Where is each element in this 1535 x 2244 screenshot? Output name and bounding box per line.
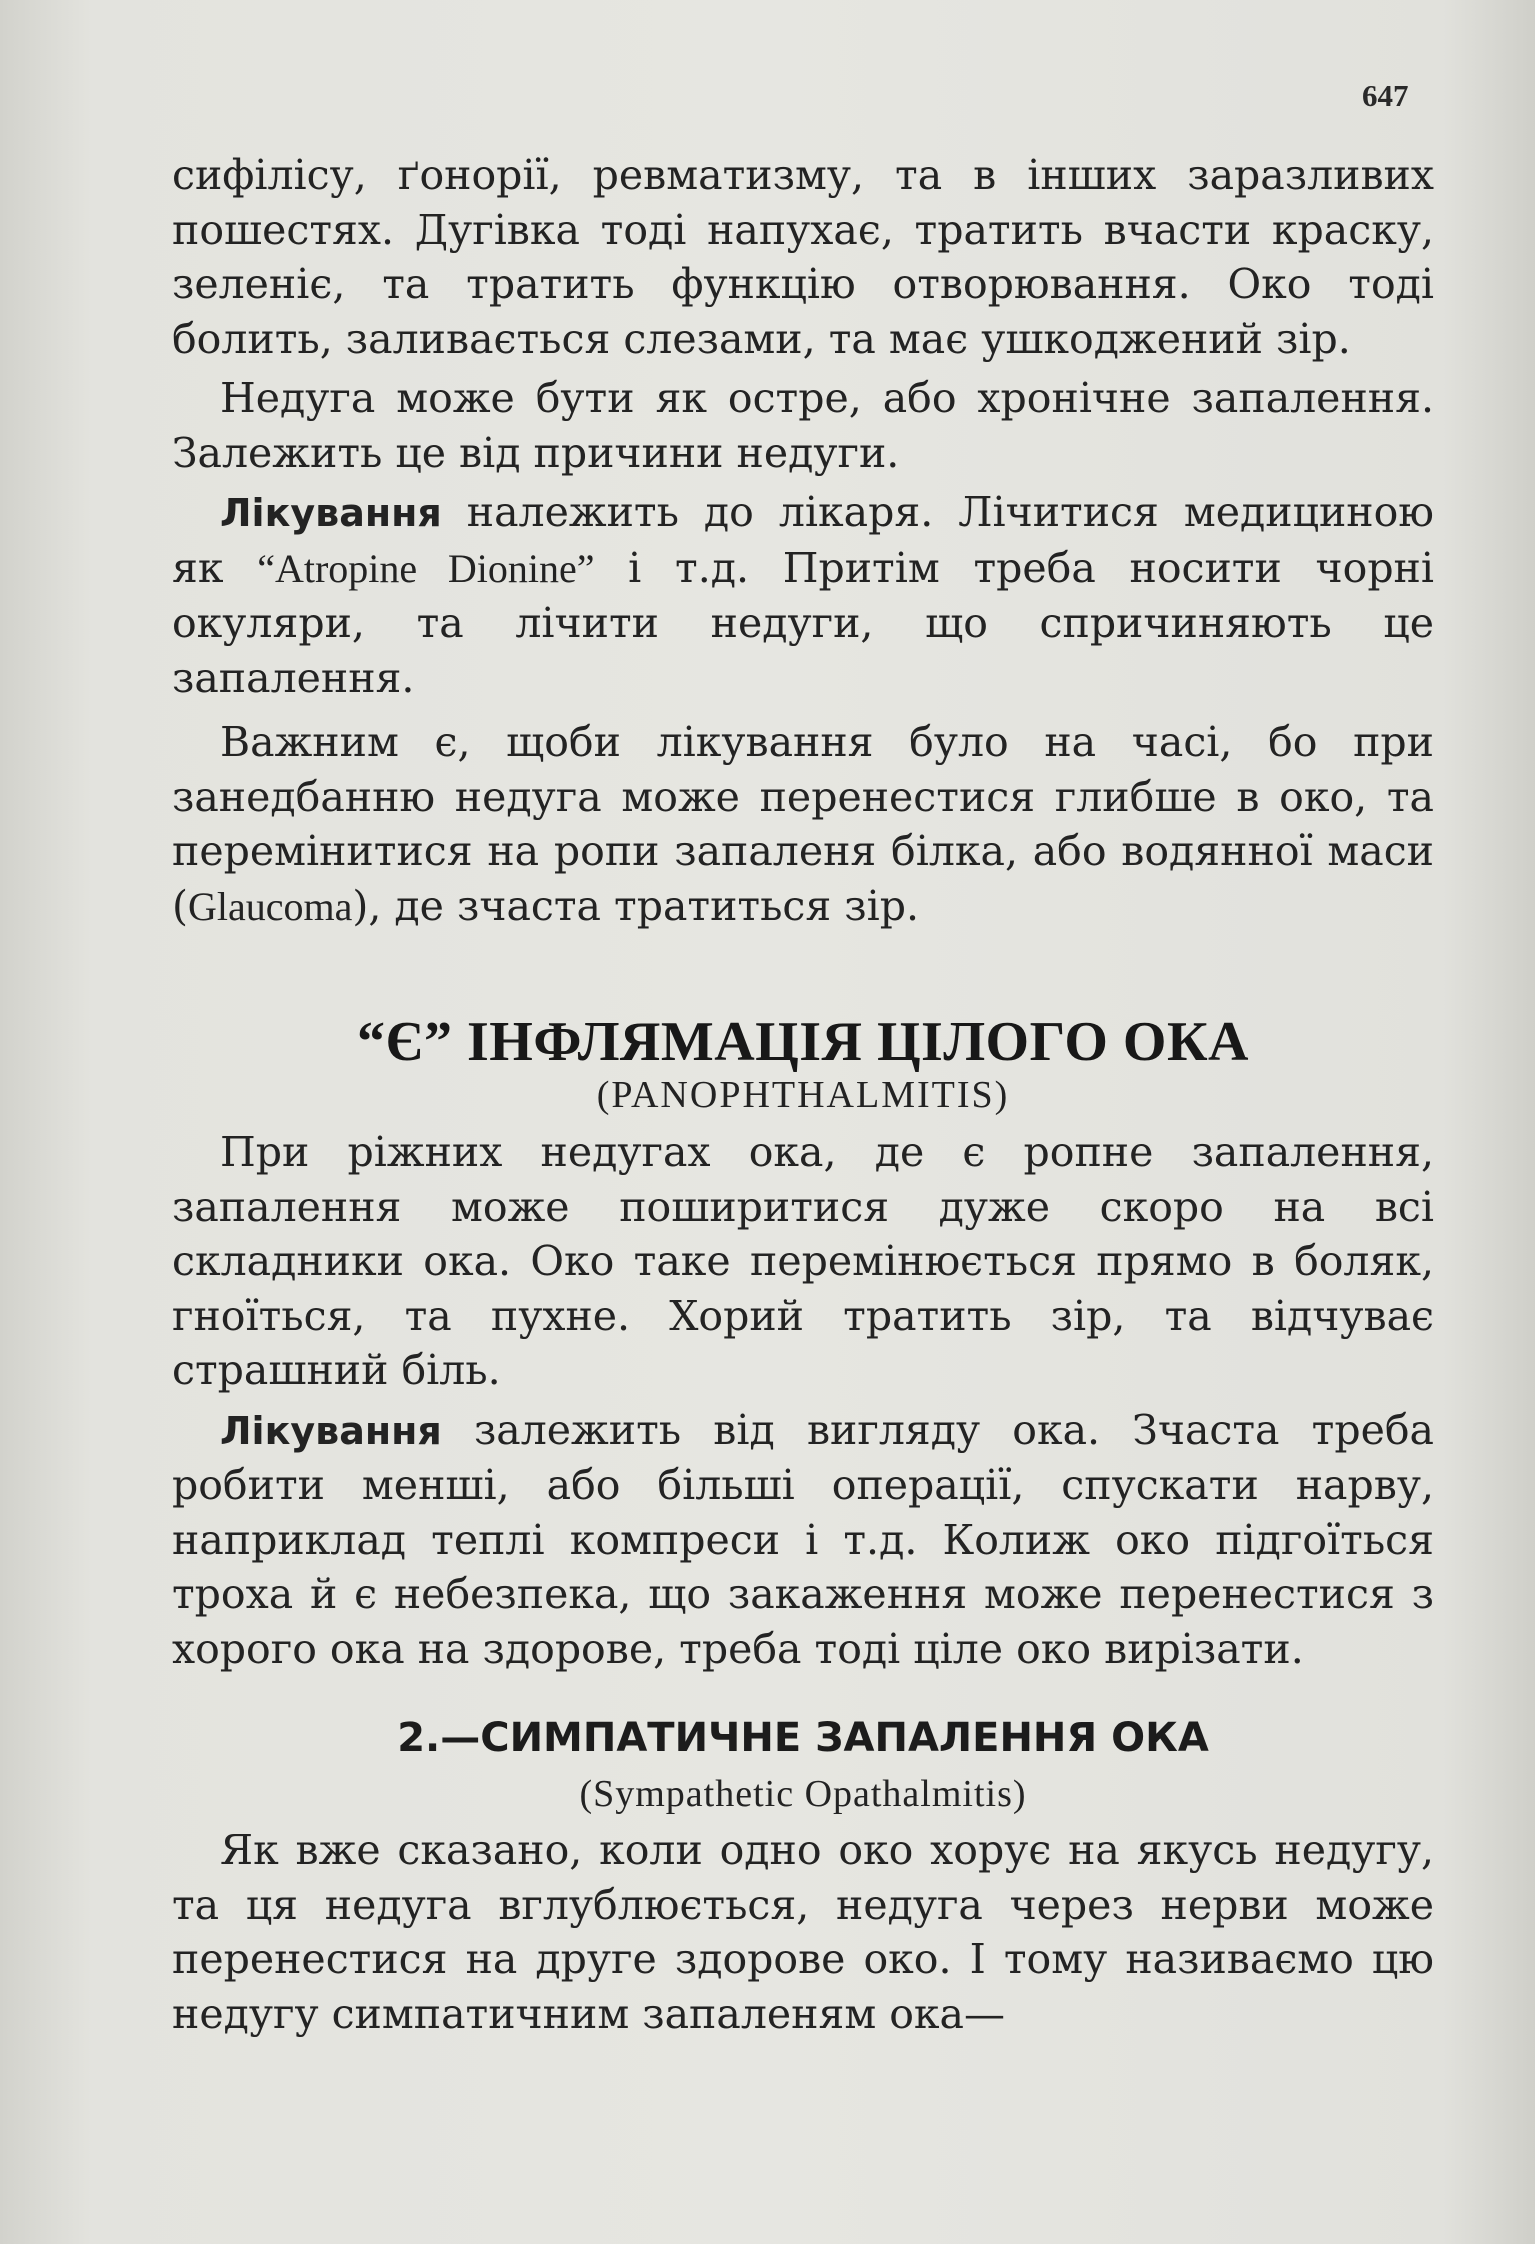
section-title: “Є” ІНФЛЯМАЦІЯ ЦІЛОГО ОКА — [356, 1011, 1249, 1073]
paragraph-text: Недуга може бути як остре, або хронічне запалення. Залежить це від причини недуги. — [172, 374, 1434, 477]
paragraph-text: Як вже сказано, коли одно око хорує на якусь недугу, та ця недуга вглублюється, недуга через нерви може перенестися на друге здорове око. І тому називаємо цю недугу симпатичним запаленям ока— — [172, 1826, 1434, 2038]
paragraph — [172, 148, 1434, 366]
latin-term: “Atropine Dionine” — [257, 545, 595, 591]
paragraph — [172, 371, 1434, 480]
paragraph-text: ), де зчаста тратиться зір. — [352, 881, 920, 930]
paragraph-text: При ріжних недугах ока, де є ропне запалення, запалення може поширитися дуже скоро на всі складники ока. Око таке перемінюється прямо в боляк, гноїться, та пухне. Хорий тратить зір, та відчуває страшний біль. — [172, 1128, 1434, 1394]
paragraph-text: належить до лікаря. Лічитися медициною як — [172, 488, 1434, 592]
treatment-label: Лікування — [220, 1408, 442, 1453]
paragraph-text: залежить від вигляду ока. Зчаста треба робити менші, або більші операції, спускати нарву, наприклад теплі компреси і т.д. Колиж око підгоїться троха й є небезпека, що закаження може перенестися з хорого ока на здорове, треба тоді ціле око вирізати. — [172, 1405, 1434, 1673]
text-block-3 — [172, 1823, 1434, 2041]
paragraph — [172, 485, 1434, 705]
text-block-1 — [172, 148, 1434, 934]
treatment-label: Лікування — [220, 491, 442, 535]
page-number: 647 — [1362, 78, 1409, 113]
subsection-title: 2.—СИМПАТИЧНЕ ЗАПАЛЕННЯ ОКА — [397, 1715, 1209, 1761]
section-subtitle: (PANOPHTHALMITIS) — [596, 1074, 1010, 1116]
paragraph-text: і т.д. Притім треба носити чорні окуляри, та лічити недуги, що спричиняють це запалення. — [172, 543, 1434, 702]
paragraph — [172, 1125, 1434, 1398]
paragraph-text: сифілісу, ґонорії, ревматизму, та в інших заразливих пошестях. Дугівка тоді напухає, тратить вчасти краску, зеленіє, та тратить функцію отворювання. Око тоді болить, заливається слезами, та має ушкоджений зір. — [172, 151, 1434, 363]
subsection-subtitle: (Sympathetic Opathalmitis) — [579, 1773, 1027, 1815]
paragraph — [172, 1823, 1434, 2041]
paragraph — [172, 715, 1434, 934]
text-block-2 — [172, 1125, 1434, 1676]
paragraph-text: Важним є, щоби лікування було на часі, бо при занедбанню недуга може перенестися глибше в око, та перемінитися на ропи запаленя білка, або водянної маси ( — [172, 718, 1434, 930]
latin-term: Glaucoma — [188, 883, 353, 929]
paragraph — [172, 1403, 1434, 1677]
